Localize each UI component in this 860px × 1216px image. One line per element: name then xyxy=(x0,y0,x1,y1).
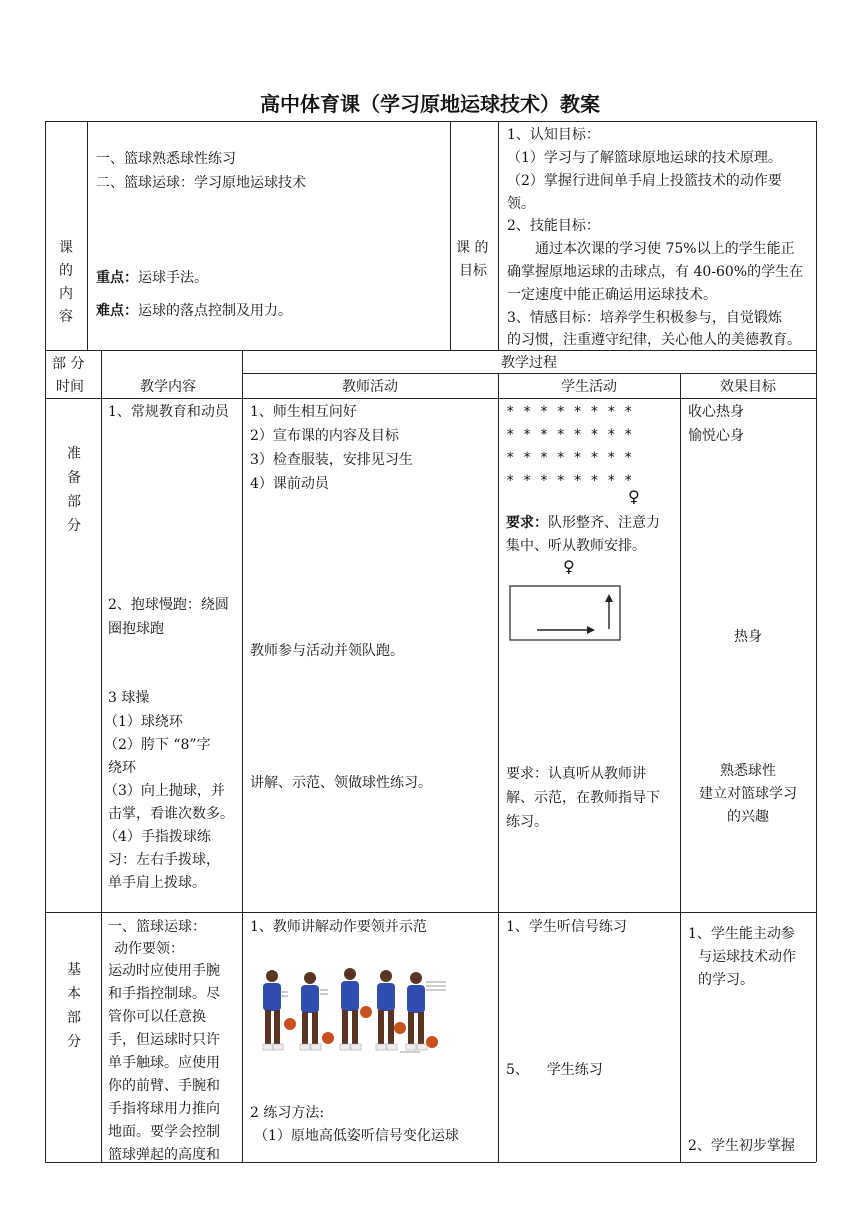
requirement-1: 要求：队形整齐、注意力 xyxy=(506,515,660,531)
content-item-2: 二、篮球运球：学习原地运球技术 xyxy=(96,175,306,191)
col-part-time-2: 时间 xyxy=(56,379,84,395)
col-student: 学生活动 xyxy=(561,379,617,395)
goal-label-2: 目标 xyxy=(459,263,487,279)
content-item-1: 一、篮球熟悉球性练习 xyxy=(96,151,236,167)
page-title: 高中体育课（学习原地运球技术）教案 xyxy=(260,92,600,116)
key-point: 重点：运球手法。 xyxy=(96,270,208,286)
player-figure-3 xyxy=(340,968,372,1050)
goal-label-1: 课 的 xyxy=(456,240,489,256)
teacher-symbol-icon-2: ♀ xyxy=(563,557,575,576)
formation-row-1: * * * * * * * * xyxy=(506,404,633,420)
running-route-diagram xyxy=(509,585,621,641)
player-figure-4 xyxy=(376,970,406,1050)
dribbling-demo-image xyxy=(250,962,450,1060)
player-figure-1 xyxy=(263,970,296,1050)
player-figure-5 xyxy=(406,972,438,1050)
col-effect: 效果目标 xyxy=(720,379,776,395)
player-figure-2 xyxy=(300,972,334,1050)
teacher-symbol-icon: ♀ xyxy=(628,487,640,506)
col-part-time-1: 部 分 xyxy=(52,356,85,372)
col-process: 教学过程 xyxy=(501,355,557,371)
col-content: 教学内容 xyxy=(140,379,196,395)
col-teacher: 教师活动 xyxy=(342,379,398,395)
formation-row-4: * * * * * * * * xyxy=(506,473,633,489)
formation-row-2: * * * * * * * * xyxy=(506,427,633,443)
formation-row-3: * * * * * * * * xyxy=(506,450,633,466)
difficulty-point: 难点：运球的落点控制及用力。 xyxy=(96,303,292,319)
